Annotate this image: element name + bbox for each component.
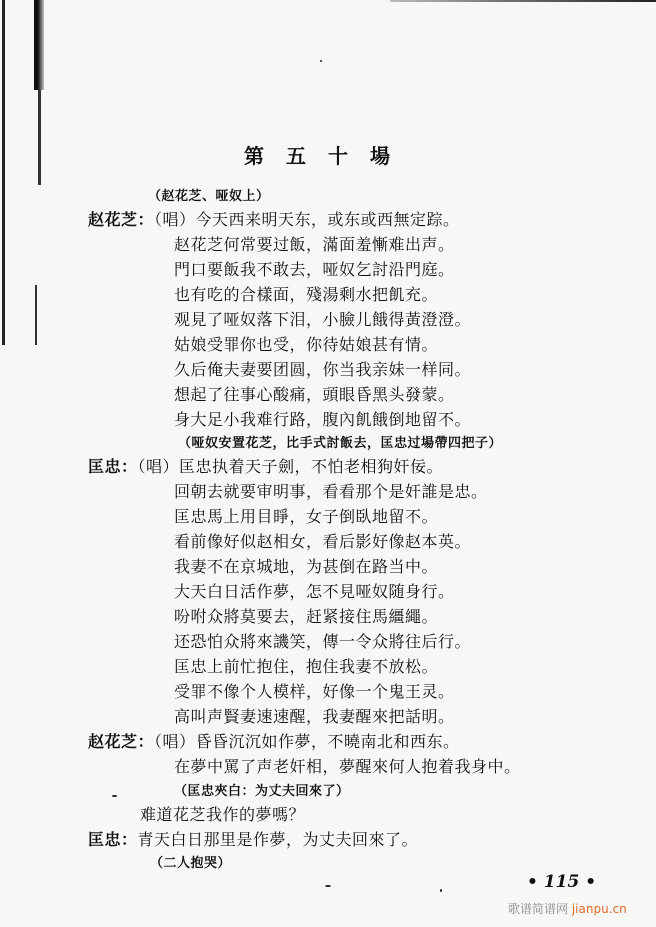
stage-direction: （匡忠夾白：为丈夫回來了） <box>174 784 350 799</box>
verse-line: 看前像好似赵相女，看后影好像赵本英。 <box>174 532 472 551</box>
verse-line: 身大足小我难行路，腹內飢餓倒地留不。 <box>174 410 472 429</box>
verse-line: 匡忠馬上用目睜，女子倒臥地留不。 <box>174 507 439 526</box>
dialogue-line <box>88 829 418 851</box>
dialogue-line <box>88 731 460 753</box>
speaker-label: 匡忠： <box>88 830 138 849</box>
binding-shadow <box>34 0 44 90</box>
scan-speck <box>325 885 331 887</box>
page-edge-shadow <box>2 0 5 345</box>
scan-speck <box>112 795 117 797</box>
binding-shadow-line <box>38 90 41 185</box>
stage-direction: （赵花芝、哑奴上） <box>148 189 270 204</box>
top-edge-rule <box>390 0 656 2</box>
verse-line: 門口要飯我不敢去，哑奴乞討沿門庭。 <box>174 260 455 279</box>
verse-line: 回朝去就要审明事，看看那个是奸誰是忠。 <box>174 482 488 501</box>
scan-speck <box>440 889 442 892</box>
verse-line: 观見了哑奴落下泪，小臉儿餓得黃澄澄。 <box>174 310 472 329</box>
verse-line: 赵花芝何常要过飯，滿面羞慚难出声。 <box>174 235 455 254</box>
dialogue-line <box>88 456 443 478</box>
verse-line: 还恐怕众將來譏笑，傳一令众將往后行。 <box>174 632 472 651</box>
speaker-label: 赵花芝： <box>88 732 155 751</box>
scan-speck <box>320 60 322 62</box>
speaker-label: 赵花芝： <box>88 210 155 229</box>
verse-line: 受罪不像个人模样，好像一个鬼王灵。 <box>174 682 455 701</box>
verse-line: 匡忠上前忙抱住，抱住我妻不放松。 <box>174 657 439 676</box>
stage-direction: （哑奴安置花芝，比手式討飯去，匡忠过場帶四把子） <box>178 436 503 451</box>
verse-line: 想起了往事心酸痛，頭眼昏黑头發蒙。 <box>174 385 455 404</box>
dialogue-line <box>88 209 460 231</box>
verse-line: 久后俺夫妻要团圆，你当我亲妹一样同。 <box>174 360 472 379</box>
verse-line: 在夢中罵了声老奸相，夢醒來何人抱着我身中。 <box>174 757 521 776</box>
verse-line: 大天白日活作夢，怎不見哑奴随身行。 <box>174 582 455 601</box>
verse-line: 高叫声賢妻速速醒，我妻醒來把話明。 <box>174 707 455 726</box>
watermark-site-name: 歌谱简谱网 <box>508 902 569 916</box>
verse-line: 姑娘受罪你也受，你待姑娘甚有情。 <box>174 335 439 354</box>
verse-line: 难道花芝我作的夢嗎？ <box>140 805 306 824</box>
speaker-label: 匡忠： <box>88 457 138 476</box>
watermark <box>508 900 627 917</box>
watermark-url: jianpu.cn <box>571 902 627 916</box>
page-number: • 115 • <box>527 872 597 892</box>
line-text: （唱）今天西来明天东，或东或西無定踪。 <box>154 210 460 229</box>
line-text: 青天白日那里是作夢，为丈夫回來了。 <box>137 830 419 849</box>
stage-direction: （二人抱哭） <box>150 856 232 871</box>
verse-line: 吩咐众將莫要去，赶紧接住馬繮繩。 <box>174 607 439 626</box>
line-text: （唱）昏昏沉沉如作夢，不曉南北和西东。 <box>154 732 460 751</box>
line-text: （唱）匡忠执着天子劍，不怕老相狗奸佞。 <box>137 457 444 476</box>
verse-line: 我妻不在京城地，为甚倒在路当中。 <box>174 557 439 576</box>
scene-title: 第五十場 <box>244 144 412 168</box>
binding-shadow-line <box>35 285 37 345</box>
verse-line: 也有吃的合樣面，殘湯剩水把飢充。 <box>174 285 439 304</box>
